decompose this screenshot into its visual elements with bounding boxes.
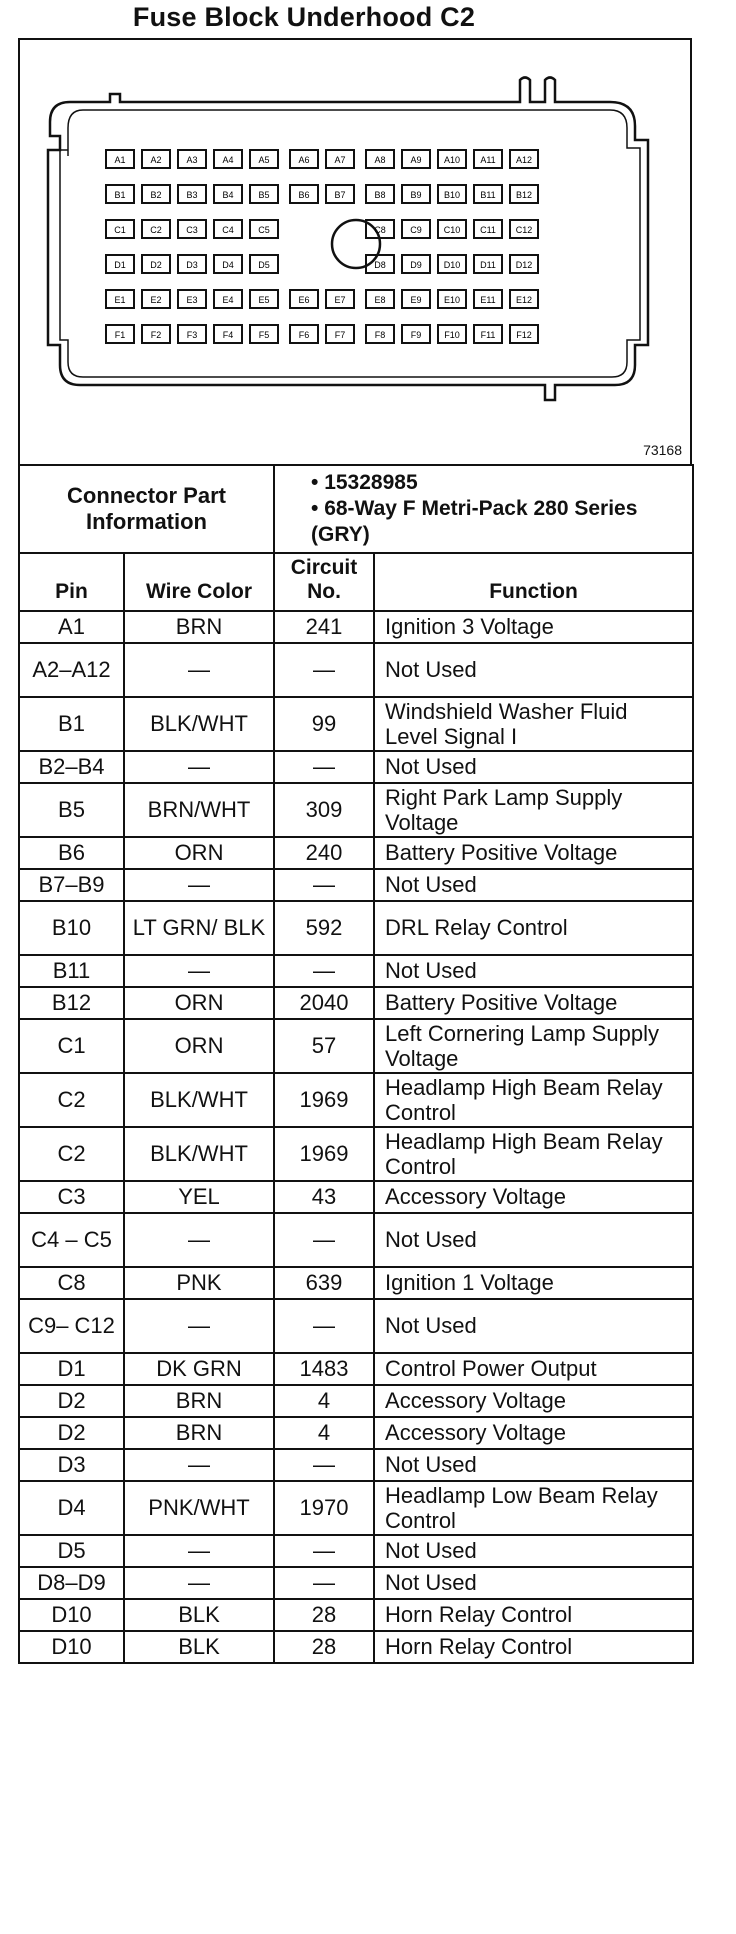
cell-circuit: 241 (274, 611, 374, 643)
connector-info-values (274, 465, 693, 553)
cavity-label: A10 (443, 155, 461, 165)
cavity-label: B11 (480, 190, 496, 200)
cavity-label: F1 (114, 330, 126, 340)
cell-function: Not Used (374, 1213, 693, 1267)
table-row (19, 869, 693, 901)
cavity-label: A7 (334, 155, 346, 165)
cell-wire-color: BLK/WHT (124, 697, 274, 751)
cell-pin: A2–A12 (19, 643, 124, 697)
cavity-label: B9 (410, 190, 422, 200)
cell-function: Not Used (374, 1299, 693, 1353)
cavity-A2 (142, 150, 170, 168)
cell-wire-color: BLK (124, 1599, 274, 1631)
cavity-E9 (402, 290, 430, 308)
cavity-D5 (250, 255, 278, 273)
cavity-D4 (214, 255, 242, 273)
cell-wire-color: ORN (124, 837, 274, 869)
cavity-A8 (366, 150, 394, 168)
cell-wire-color: — (124, 1567, 274, 1599)
cavity-label: E8 (374, 295, 386, 305)
cell-circuit: — (274, 955, 374, 987)
cell-function: Headlamp High Beam Relay Control (374, 1073, 693, 1127)
cavity-F8 (366, 325, 394, 343)
table-row (19, 901, 693, 955)
table-row (19, 1181, 693, 1213)
cavity-B1 (106, 185, 134, 203)
cell-wire-color: ORN (124, 987, 274, 1019)
cavity-label: D10 (443, 260, 461, 270)
cell-function: Accessory Voltage (374, 1181, 693, 1213)
cavity-label: D4 (222, 260, 234, 270)
cell-circuit: 309 (274, 783, 374, 837)
cavity-F3 (178, 325, 206, 343)
cavity-label: A9 (410, 155, 422, 165)
cavity-label: C1 (114, 225, 126, 235)
cavity-label: E9 (410, 295, 422, 305)
cavity-label: C9 (410, 225, 422, 235)
cell-pin: D10 (19, 1599, 124, 1631)
cavity-E10 (438, 290, 466, 308)
cavity-label: D11 (480, 260, 496, 270)
cell-function: Horn Relay Control (374, 1631, 693, 1663)
cavity-label: C11 (480, 225, 496, 235)
cell-function: Battery Positive Voltage (374, 837, 693, 869)
connector-info-row (19, 465, 693, 553)
cell-pin: B6 (19, 837, 124, 869)
cavity-B2 (142, 185, 170, 203)
cell-function: Not Used (374, 869, 693, 901)
cell-function: Ignition 3 Voltage (374, 611, 693, 643)
cavity-A3 (178, 150, 206, 168)
cell-function: Not Used (374, 751, 693, 783)
drawing-number: 73168 (643, 442, 682, 458)
cavity-F12 (510, 325, 538, 343)
cavity-label: D12 (515, 260, 533, 270)
cavity-label: A12 (515, 155, 533, 165)
cell-wire-color: — (124, 1299, 274, 1353)
cavity-A10 (438, 150, 466, 168)
cavity-label: F7 (334, 330, 346, 340)
cavity-F4 (214, 325, 242, 343)
cell-circuit: 43 (274, 1181, 374, 1213)
cavity-C1 (106, 220, 134, 238)
cell-pin: D10 (19, 1631, 124, 1663)
cavity-label: D9 (410, 260, 422, 270)
table-row (19, 1353, 693, 1385)
cavity-label: E11 (480, 295, 496, 305)
cavity-label: B7 (334, 190, 346, 200)
cell-wire-color: BLK (124, 1631, 274, 1663)
cavity-B4 (214, 185, 242, 203)
cell-pin: B11 (19, 955, 124, 987)
table-row (19, 1481, 693, 1535)
cell-wire-color: DK GRN (124, 1353, 274, 1385)
cell-circuit: 57 (274, 1019, 374, 1073)
cavity-label: D3 (186, 260, 198, 270)
column-header-row (19, 553, 693, 611)
cell-circuit: 1483 (274, 1353, 374, 1385)
cavity-label: B5 (258, 190, 270, 200)
cavity-label: D2 (150, 260, 162, 270)
table-row (19, 697, 693, 751)
cell-pin: B10 (19, 901, 124, 955)
cavity-C11 (474, 220, 502, 238)
cell-pin: B12 (19, 987, 124, 1019)
cavity-label: E4 (222, 295, 234, 305)
cell-pin: D2 (19, 1385, 124, 1417)
table-row (19, 1019, 693, 1073)
cavity-label: A3 (186, 155, 198, 165)
cavity-F6 (290, 325, 318, 343)
cavity-F2 (142, 325, 170, 343)
cell-circuit: 1970 (274, 1481, 374, 1535)
cavity-A4 (214, 150, 242, 168)
connector-diagram (18, 38, 692, 464)
cell-pin: C4 – C5 (19, 1213, 124, 1267)
cavity-label: B12 (515, 190, 533, 200)
cell-circuit: 4 (274, 1417, 374, 1449)
table-row (19, 1073, 693, 1127)
cell-wire-color: — (124, 869, 274, 901)
cell-function: Ignition 1 Voltage (374, 1267, 693, 1299)
cavity-B6 (290, 185, 318, 203)
cavity-label: F12 (516, 330, 532, 340)
alignment-post (332, 220, 380, 268)
table-row (19, 1385, 693, 1417)
cavity-label: F4 (222, 330, 234, 340)
cavity-D12 (510, 255, 538, 273)
cavity-A12 (510, 150, 538, 168)
cavity-label: C5 (258, 225, 270, 235)
page-title: Fuse Block Underhood C2 (132, 2, 476, 32)
cavity-B11 (474, 185, 502, 203)
cavity-C10 (438, 220, 466, 238)
table-row (19, 643, 693, 697)
table-row (19, 1535, 693, 1567)
cell-circuit: 1969 (274, 1073, 374, 1127)
cell-function: Windshield Washer Fluid Level Signal I (374, 697, 693, 751)
cavity-label: C8 (374, 225, 386, 235)
col-wire-color: Wire Color (124, 553, 274, 611)
cavity-label: B10 (443, 190, 461, 200)
cell-function: Not Used (374, 1567, 693, 1599)
cell-pin: C3 (19, 1181, 124, 1213)
cavity-A5 (250, 150, 278, 168)
cell-wire-color: BRN/WHT (124, 783, 274, 837)
cell-wire-color: — (124, 1535, 274, 1567)
cavity-F9 (402, 325, 430, 343)
cavity-label: F5 (258, 330, 270, 340)
cell-wire-color: PNK (124, 1267, 274, 1299)
cavity-label: B2 (150, 190, 162, 200)
cavity-F7 (326, 325, 354, 343)
cell-wire-color: — (124, 751, 274, 783)
cell-circuit: — (274, 869, 374, 901)
cell-wire-color: BRN (124, 611, 274, 643)
cell-pin: D8–D9 (19, 1567, 124, 1599)
cavity-label: A2 (150, 155, 162, 165)
cell-pin: B5 (19, 783, 124, 837)
cavity-label: A4 (222, 155, 234, 165)
cavity-E2 (142, 290, 170, 308)
cavity-E11 (474, 290, 502, 308)
cavity-E8 (366, 290, 394, 308)
cell-circuit: 99 (274, 697, 374, 751)
cell-circuit: 592 (274, 901, 374, 955)
table-row (19, 837, 693, 869)
cell-circuit: 240 (274, 837, 374, 869)
cavity-C8 (366, 220, 394, 238)
cell-wire-color: — (124, 1449, 274, 1481)
cavity-D10 (438, 255, 466, 273)
cavity-label: B4 (222, 190, 234, 200)
col-pin: Pin (19, 553, 124, 611)
cavity-B3 (178, 185, 206, 203)
cavity-label: C3 (186, 225, 198, 235)
connector-face-drawing (20, 40, 694, 466)
cell-circuit: 28 (274, 1631, 374, 1663)
cell-circuit: — (274, 1535, 374, 1567)
cell-pin: D5 (19, 1535, 124, 1567)
cavity-label: E2 (150, 295, 162, 305)
cavity-label: F3 (186, 330, 198, 340)
cell-pin: C9– C12 (19, 1299, 124, 1353)
cavity-F5 (250, 325, 278, 343)
cell-pin: B2–B4 (19, 751, 124, 783)
cell-circuit: — (274, 1299, 374, 1353)
cell-function: Accessory Voltage (374, 1417, 693, 1449)
cell-function: Left Cornering Lamp Supply Voltage (374, 1019, 693, 1073)
cavity-C2 (142, 220, 170, 238)
cell-pin: D1 (19, 1353, 124, 1385)
cavity-B12 (510, 185, 538, 203)
cavity-D11 (474, 255, 502, 273)
cavity-B10 (438, 185, 466, 203)
table-row (19, 987, 693, 1019)
cavity-label: B1 (114, 190, 126, 200)
cavity-label: C2 (150, 225, 162, 235)
table-row (19, 1631, 693, 1663)
connector-part-number: • 15328985 (311, 470, 418, 494)
cavity-label: F2 (150, 330, 162, 340)
cavity-A7 (326, 150, 354, 168)
cavity-F10 (438, 325, 466, 343)
connector-info-label: Connector Part Information (19, 465, 274, 553)
cavity-label: E1 (114, 295, 126, 305)
cell-circuit: — (274, 1213, 374, 1267)
cell-wire-color: BLK/WHT (124, 1073, 274, 1127)
cell-pin: D3 (19, 1449, 124, 1481)
cavity-C3 (178, 220, 206, 238)
cavity-E12 (510, 290, 538, 308)
cavity-B7 (326, 185, 354, 203)
cavity-C12 (510, 220, 538, 238)
cavity-label: F9 (410, 330, 422, 340)
cell-function: Right Park Lamp Supply Voltage (374, 783, 693, 837)
cavity-E6 (290, 290, 318, 308)
col-function: Function (374, 553, 693, 611)
cavity-label: F11 (480, 330, 496, 340)
cavity-C5 (250, 220, 278, 238)
cell-pin: C1 (19, 1019, 124, 1073)
cavity-D9 (402, 255, 430, 273)
cavity-A9 (402, 150, 430, 168)
cavity-label: E7 (334, 295, 346, 305)
pinout-table (18, 464, 694, 1664)
cavity-label: C10 (443, 225, 461, 235)
cell-pin: C2 (19, 1073, 124, 1127)
cell-circuit: — (274, 751, 374, 783)
cavity-E3 (178, 290, 206, 308)
cavity-E4 (214, 290, 242, 308)
cavity-label: E5 (258, 295, 270, 305)
cell-pin: A1 (19, 611, 124, 643)
cavity-label: A1 (114, 155, 126, 165)
connector-type: • 68-Way F Metri-Pack 280 Series (GRY) (311, 496, 638, 547)
cell-pin: C2 (19, 1127, 124, 1181)
cavity-label: D8 (374, 260, 386, 270)
cavity-label: B8 (374, 190, 386, 200)
cell-circuit: 4 (274, 1385, 374, 1417)
cell-wire-color: BRN (124, 1417, 274, 1449)
cell-function: Battery Positive Voltage (374, 987, 693, 1019)
cell-wire-color: BLK/WHT (124, 1127, 274, 1181)
cell-function: Headlamp High Beam Relay Control (374, 1127, 693, 1181)
table-row (19, 955, 693, 987)
cavity-label: C12 (515, 225, 533, 235)
cell-function: DRL Relay Control (374, 901, 693, 955)
table-row (19, 1299, 693, 1353)
cavity-label: A8 (374, 155, 386, 165)
cell-wire-color: PNK/WHT (124, 1481, 274, 1535)
cell-wire-color: ORN (124, 1019, 274, 1073)
cell-pin: D4 (19, 1481, 124, 1535)
cell-circuit: — (274, 643, 374, 697)
cavity-B9 (402, 185, 430, 203)
cell-pin: D2 (19, 1417, 124, 1449)
cavity-F1 (106, 325, 134, 343)
col-circuit: Circuit No. (274, 553, 374, 611)
table-row (19, 751, 693, 783)
cell-circuit: 2040 (274, 987, 374, 1019)
cavity-F11 (474, 325, 502, 343)
cavity-E7 (326, 290, 354, 308)
cavity-A11 (474, 150, 502, 168)
cell-pin: C8 (19, 1267, 124, 1299)
cell-function: Not Used (374, 643, 693, 697)
cell-pin: B1 (19, 697, 124, 751)
cell-wire-color: — (124, 1213, 274, 1267)
cavity-label: F6 (298, 330, 310, 340)
cell-function: Control Power Output (374, 1353, 693, 1385)
cavity-label: E6 (298, 295, 310, 305)
cell-wire-color: LT GRN/ BLK (124, 901, 274, 955)
cavity-label: D1 (114, 260, 126, 270)
cavity-E1 (106, 290, 134, 308)
cavity-E5 (250, 290, 278, 308)
table-row (19, 1449, 693, 1481)
cavity-label: D5 (258, 260, 270, 270)
table-row (19, 1127, 693, 1181)
cavity-label: B6 (298, 190, 310, 200)
table-row (19, 1267, 693, 1299)
cavity-label: A11 (480, 155, 496, 165)
cell-circuit: — (274, 1567, 374, 1599)
cell-function: Accessory Voltage (374, 1385, 693, 1417)
cell-pin: B7–B9 (19, 869, 124, 901)
table-row (19, 611, 693, 643)
cavity-A6 (290, 150, 318, 168)
cavity-label: F8 (374, 330, 386, 340)
cavity-D3 (178, 255, 206, 273)
cavity-label: A5 (258, 155, 270, 165)
cell-function: Not Used (374, 1449, 693, 1481)
cavity-C4 (214, 220, 242, 238)
cell-function: Not Used (374, 1535, 693, 1567)
cavity-D2 (142, 255, 170, 273)
cell-circuit: 28 (274, 1599, 374, 1631)
cavity-C9 (402, 220, 430, 238)
cell-wire-color: YEL (124, 1181, 274, 1213)
cell-wire-color: — (124, 643, 274, 697)
table-row (19, 1567, 693, 1599)
cell-function: Headlamp Low Beam Relay Control (374, 1481, 693, 1535)
cell-function: Not Used (374, 955, 693, 987)
cell-circuit: — (274, 1449, 374, 1481)
table-row (19, 783, 693, 837)
cell-circuit: 1969 (274, 1127, 374, 1181)
table-row (19, 1213, 693, 1267)
connector-housing-outline (48, 78, 648, 401)
cavity-label: E12 (515, 295, 533, 305)
cavity-label: B3 (186, 190, 198, 200)
cavity-label: E3 (186, 295, 198, 305)
table-row (19, 1599, 693, 1631)
cell-wire-color: BRN (124, 1385, 274, 1417)
cavity-A1 (106, 150, 134, 168)
cell-wire-color: — (124, 955, 274, 987)
cavity-label: E10 (443, 295, 461, 305)
cavity-label: C4 (222, 225, 234, 235)
cavity-D1 (106, 255, 134, 273)
cell-function: Horn Relay Control (374, 1599, 693, 1631)
table-row (19, 1417, 693, 1449)
cell-circuit: 639 (274, 1267, 374, 1299)
cavity-label: F10 (444, 330, 460, 340)
cavity-B5 (250, 185, 278, 203)
cavity-B8 (366, 185, 394, 203)
cavity-label: A6 (298, 155, 310, 165)
